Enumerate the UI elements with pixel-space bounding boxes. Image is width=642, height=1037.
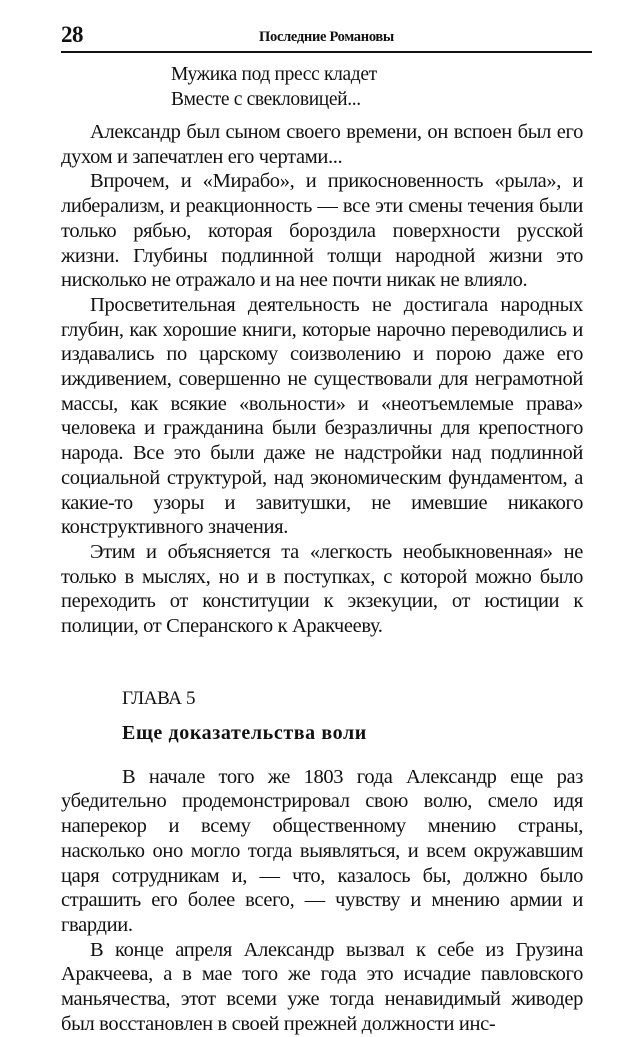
paragraph: В конце апреля Александр вызвал к себе из Грузина Аракчеева, а в мае того же года это исчадие павловского маньячества, этот всеми уже тогда ненавидимый живодер был восстановлен в своей прежней должности инс- bbox=[61, 938, 583, 1035]
chapter-label: ГЛАВА 5 bbox=[122, 687, 196, 709]
paragraph: Этим и объясняется та «легкость необыкновенная» не только в мыслях, но и в поступках, с которой можно было переходить от конституции к экзекуции, от юстиции к полиции, от Сперанского к Аракчееву. bbox=[61, 540, 583, 638]
paragraph: В начале того же 1803 года Александр еще раз убедительно продемонстрировал свою волю, смело идя наперекор и всему общественному мнению страны, насколько оно могло тогда выявляться, и всем окружавшим царя сотрудникам и, — что, казалось бы, должно было страшить его более всего, — чувству и мнению армии и гвардии. bbox=[61, 765, 583, 936]
page-number: 28 bbox=[61, 22, 83, 47]
verse-quote bbox=[171, 62, 583, 112]
paragraph: Просветительная деятельность не достигала народных глубин, как хорошие книги, которые нарочно переводились и издавались по царскому соизволению и порою даже его иждивением, совершенно не существовали для неграмотной массы, как всякие «вольности» и «неотъемлемые права» человека и гражданина были безразличны для крепостного народа. Все это были даже не надстройки над подлинной социальной структурой, над экономическим фундаментом, а какие-то узоры и завитушки, не имевшие никакого конструктивного значения. bbox=[61, 293, 583, 539]
chapter-title: Еще доказательства воли bbox=[122, 721, 367, 744]
running-title: Последние Романовы bbox=[259, 29, 394, 45]
verse-line: Вместе с свекловицей... bbox=[171, 89, 361, 110]
paragraph: Александр был сыном своего времени, он вспоен был его духом и запечатлен его чертами... bbox=[61, 121, 583, 168]
verse-line: Мужика под пресс кладет bbox=[171, 64, 377, 85]
page-header bbox=[61, 22, 592, 52]
header-rule bbox=[61, 51, 592, 53]
paragraph: Впрочем, и «Мирабо», и прикосновенность «рыла», и либерализм, и реакционность — все эти смены течения были только рябью, которая бороздила поверхности русской жизни. Глубины подлинной толщи народной жизни это нисколько не отражало и на нее почти никак не влияло. bbox=[61, 170, 583, 292]
page-body bbox=[61, 62, 583, 1037]
